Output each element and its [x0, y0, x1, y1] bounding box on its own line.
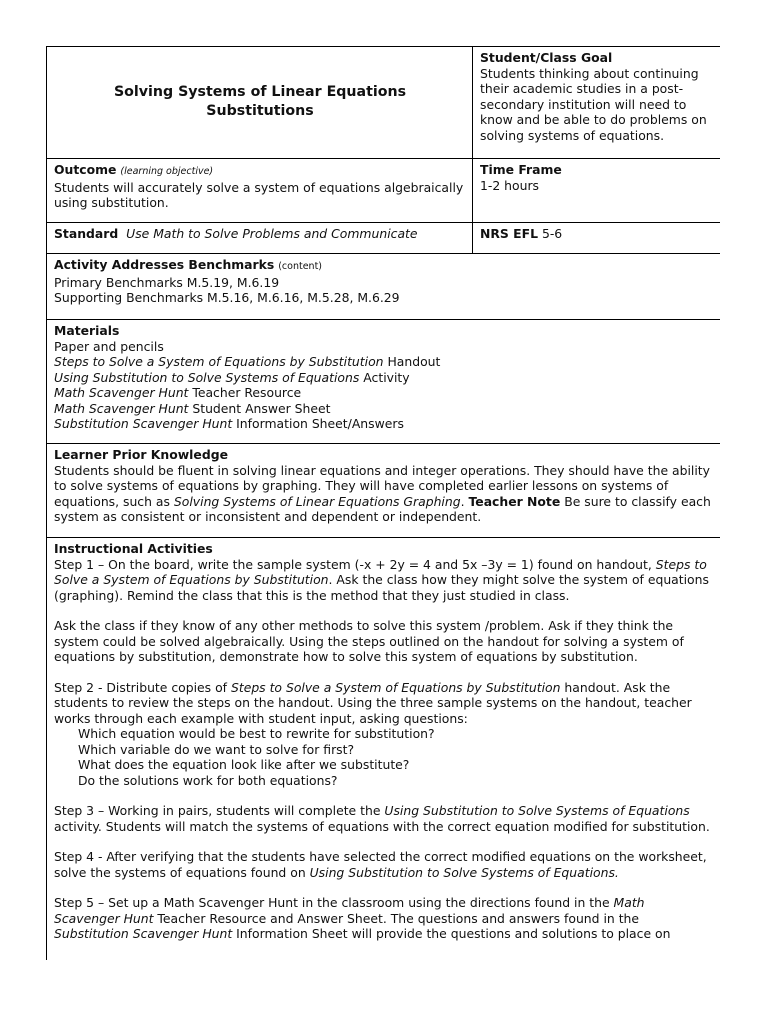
goal-text: Students thinking about continuing their academic studies in a post-secondary institution will need to know and be able to do problems on solving systems of equations.	[480, 65, 707, 143]
timeframe-text: 1-2 hours	[480, 177, 540, 193]
materials-cell	[47, 320, 721, 444]
timeframe-cell	[473, 159, 721, 223]
materials-heading: Materials	[54, 323, 120, 338]
lesson-plan-table	[46, 46, 720, 960]
prior-knowledge-text: Students should be fluent in solving linear equations and integer operations. They should have the ability to solve systems of equations by graphing. They will have completed earlier lessons on systems of equations, such as Solving Systems of Linear Equations Graphing. Teacher Note Be sure to classify each system as consistent or inconsistent and dependent or independent.	[54, 462, 711, 524]
prior-knowledge-cell	[47, 444, 721, 538]
goal-heading: Student/Class Goal	[480, 50, 613, 65]
materials-row	[47, 320, 721, 444]
activities-cell	[47, 538, 721, 961]
title-row	[47, 47, 721, 159]
benchmarks-note: (content)	[278, 261, 323, 272]
primary-benchmarks: Primary Benchmarks M.5.19, M.6.19	[54, 274, 280, 290]
question-item: What does the equation look like after we substitute?	[78, 757, 410, 772]
supporting-benchmarks: Supporting Benchmarks M.5.16, M.6.16, M.5.28, M.6.29	[54, 290, 400, 305]
outcome-row	[47, 159, 721, 223]
question-item: Do the solutions work for both equations?	[78, 772, 338, 788]
activities-row	[47, 538, 721, 961]
goal-cell	[473, 47, 721, 159]
question-list	[54, 726, 714, 788]
material-item: Paper and pencils	[54, 338, 164, 354]
lesson-plan-page	[46, 46, 720, 960]
material-item: Steps to Solve a System of Equations by Substitution Handout	[54, 354, 441, 369]
step-3: Step 3 – Working in pairs, students will complete the Using Substitution to Solve Systems of Equations activity. Students will match the systems of equations with the correct equation modified for substitution.	[54, 803, 710, 834]
benchmarks-row	[47, 254, 721, 320]
step-5: Step 5 – Set up a Math Scavenger Hunt in the classroom using the directions found in the Math Scavenger Hunt Teacher Resource and Answer Sheet. The questions and answers found in the Substitution Scavenger Hunt Information Sheet will provide the questions and solutions to place on	[54, 895, 671, 941]
standard-text: Use Math to Solve Problems and Communicate	[126, 226, 418, 241]
title-line-2: Substitutions	[206, 103, 314, 119]
timeframe-heading: Time Frame	[480, 162, 562, 177]
question-item: Which variable do we want to solve for first?	[78, 741, 355, 757]
title-line-1: Solving Systems of Linear Equations	[113, 84, 407, 100]
standard-row	[47, 223, 721, 254]
lesson-title	[47, 47, 473, 159]
teacher-note-label: Teacher Note	[468, 493, 561, 509]
question-item: Which equation would be best to rewrite for substitution?	[78, 726, 435, 741]
outcome-note: (learning objective)	[120, 166, 214, 177]
outcome-text: Students will accurately solve a system of equations algebraically using substitution.	[54, 179, 464, 210]
step-1: Step 1 – On the board, write the sample system (-x + 2y = 4 and 5x –3y = 1) found on handout, Steps to Solve a System of Equations by Substitution. Ask the class how they might solve the system of equations (graphing). Remind the class that this is the method that they just studied in class.	[54, 556, 709, 603]
material-item: Substitution Scavenger Hunt Information Sheet/Answers	[54, 416, 404, 431]
material-item: Math Scavenger Hunt Teacher Resource	[54, 385, 302, 400]
benchmarks-cell	[47, 254, 721, 320]
nrs-heading: NRS EFL	[480, 226, 538, 241]
step-4: Step 4 - After verifying that the students have selected the correct modified equations on the worksheet, solve the systems of equations found on Using Substitution to Solve Systems of Equations.	[54, 849, 707, 880]
outcome-heading: Outcome	[54, 162, 117, 177]
step-2: Step 2 - Distribute copies of Steps to Solve a System of Equations by Substitution handout. Ask the students to review the steps on the handout. Using the three sample systems on the handout, teacher works through each example with student input, asking questions:	[54, 679, 692, 726]
prior-knowledge-row	[47, 444, 721, 538]
nrs-text: 5-6	[541, 226, 563, 241]
standard-heading: Standard	[54, 226, 119, 241]
activities-heading: Instructional Activities	[54, 541, 213, 556]
benchmarks-heading: Activity Addresses Benchmarks	[54, 257, 275, 272]
standard-cell	[47, 223, 473, 254]
material-item: Math Scavenger Hunt Student Answer Sheet	[54, 400, 331, 416]
prior-knowledge-heading: Learner Prior Knowledge	[54, 447, 228, 462]
outcome-cell	[47, 159, 473, 223]
step-1-followup: Ask the class if they know of any other methods to solve this system /problem. Ask if they think the system could be solved algebraically. Using the steps outlined on the handout for solving a system of equations by substitution, demonstrate how to solve this system of equations by substitution.	[54, 618, 684, 664]
material-item: Using Substitution to Solve Systems of Equations Activity	[54, 369, 410, 385]
page-clip	[46, 46, 720, 960]
nrs-cell	[473, 223, 721, 254]
